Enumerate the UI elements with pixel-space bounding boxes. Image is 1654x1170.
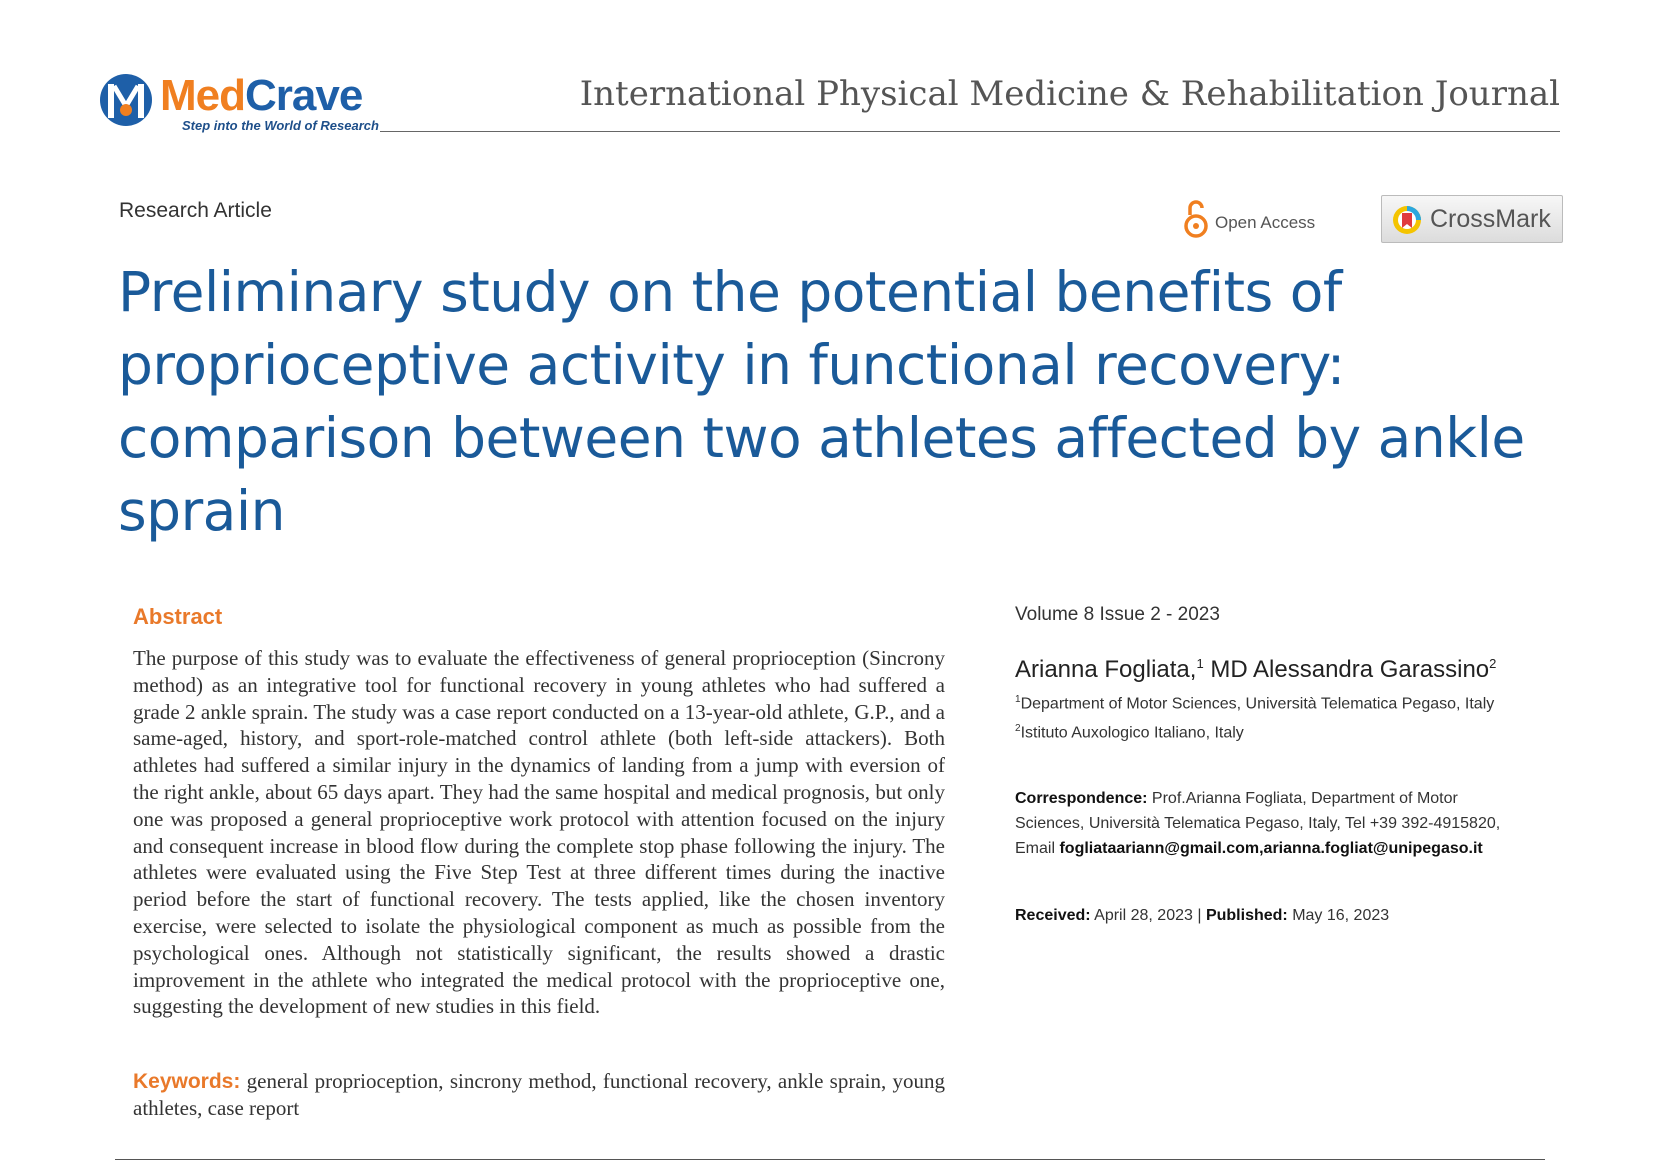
abstract-heading: Abstract [133, 604, 223, 629]
published-label: Published: [1205, 907, 1288, 924]
footer-divider [115, 1159, 1545, 1160]
received-label: Received: [1015, 907, 1091, 924]
keywords-label: Keywords: [133, 1070, 241, 1093]
keywords [133, 1068, 945, 1121]
correspondence [1015, 786, 1515, 861]
open-access-lock-icon [1183, 199, 1209, 239]
keywords-list: general proprioception, sincrony method, functional recovery, ankle sprain, young athletes, case report [133, 1069, 945, 1120]
journal-title: International Physical Medicine & Rehabilitation Journal [579, 74, 1560, 114]
email-label: Email [1015, 840, 1056, 857]
crossmark-label: CrossMark [1430, 205, 1551, 233]
medcrave-logo[interactable] [98, 70, 408, 134]
email-link[interactable]: fogliataariann@gmail.com,arianna.fogliat@unipegaso.it [1059, 840, 1483, 857]
author-list [1015, 656, 1496, 684]
author-2: MD Alessandra Garassino [1210, 656, 1490, 683]
received-date: April 28, 2023 [1094, 907, 1193, 924]
abstract-body: The purpose of this study was to evaluate the effectiveness of general proprioception (Sincrony method) as an integrative tool for functional recovery in young athletes who had suffered a grade 2 ankle sprain. The study was a case report conducted on a 13-year-old athlete, G.P., and a same-aged, history, and sport-role-matched control athlete (both left-side attackers). Both athletes had suffered a similar injury in the dynamics of landing from a jump with eversion of the right ankle, about 65 days apart. They had the same hospital and medical prognosis, but only one was proposed a general proprioceptive work protocol with attention focused on the injury and consequent increase in blood flow during the complete stop phase following the injury. The athletes were evaluated using the Five Step Test at three different times during the inactive period before the start of functional recovery. The tests applied, like the chosen inventory exercise, were selected to isolate the physiological component as much as possible from the psychological ones. Although not statistically significant, the results showed a drastic improvement in the athlete who integrated the medical protocol with the proprioceptive one, suggesting the development of new studies in this field. [133, 646, 945, 1019]
medcrave-emblem-icon [98, 72, 154, 128]
logo-wordmark: MedCrave [160, 71, 363, 120]
published-date: May 16, 2023 [1292, 907, 1390, 924]
crossmark-icon [1391, 204, 1423, 236]
author-2-affil: 2 [1489, 656, 1497, 671]
volume-issue: Volume 8 Issue 2 - 2023 [1015, 604, 1220, 625]
article-title: Preliminary study on the potential benefits of proprioceptive activity in functional recovery: comparison between two athletes affected by ankle sprain [118, 260, 1525, 543]
logo-tagline: Step into the World of Research [182, 118, 379, 133]
author-1-affil: 1 [1196, 656, 1204, 671]
author-1: Arianna Fogliata, [1015, 656, 1197, 683]
article-type: Research Article [119, 199, 272, 222]
header-divider [380, 131, 1560, 132]
correspondence-label: Correspondence: [1015, 790, 1148, 807]
affiliation-2: $^2$Istituto Auxologico Italiano, Italy [1015, 723, 1244, 742]
open-access-label: Open Access [1215, 213, 1316, 232]
affiliations [1015, 687, 1515, 746]
publication-dates [1015, 907, 1389, 925]
affiliation-1: $^1$Department of Motor Sciences, Università Telematica Pegaso, Italy [1015, 694, 1495, 713]
correspondence-text: Prof.Arianna Fogliata, Department of Motor Sciences, Università Telematica Pegaso, Italy, Tel +39 392-4915820, [1015, 790, 1501, 832]
crossmark-button[interactable] [1381, 195, 1563, 243]
date-separator: | [1197, 907, 1202, 924]
